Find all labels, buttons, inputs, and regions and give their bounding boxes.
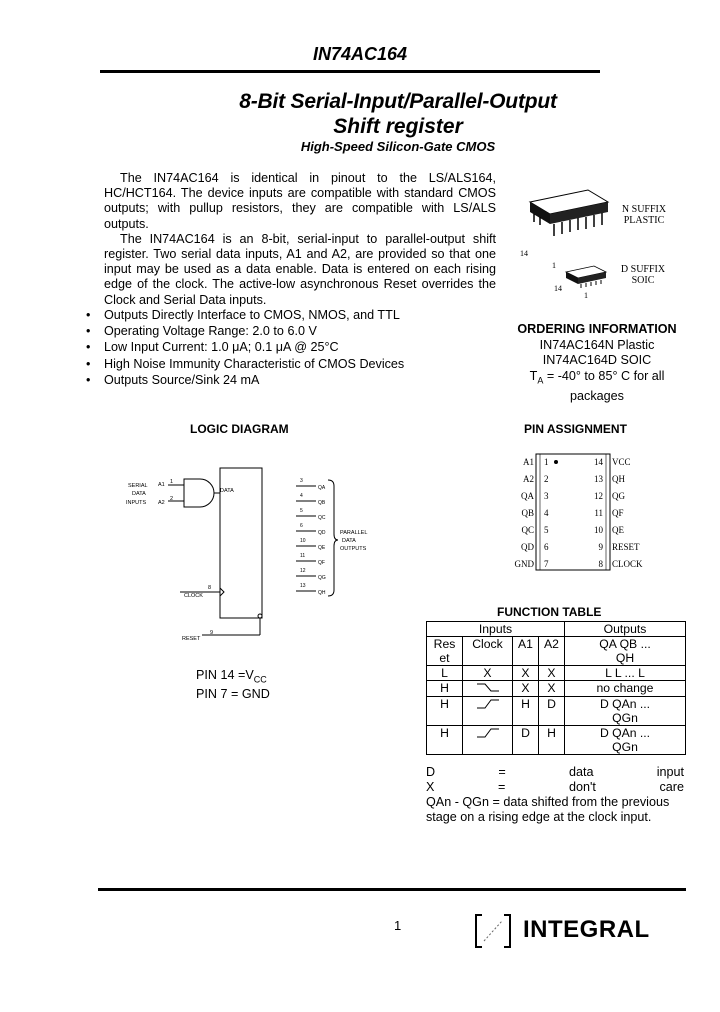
col-reset [427, 637, 463, 666]
cell-output-line1: D QAn ... [599, 726, 651, 740]
header-rule [100, 70, 600, 73]
pa-left-name-6: QD [521, 542, 534, 552]
pa-left-pin-2: 2 [544, 474, 549, 484]
integral-logo-icon [472, 909, 514, 951]
inputs-header: Inputs [427, 622, 565, 637]
col-outputs-line1: QA QB ... [599, 637, 651, 651]
page-number: 1 [394, 918, 402, 933]
pa-right-pin-11: 11 [594, 508, 603, 518]
table-row [427, 726, 686, 755]
clock-label: CLOCK [184, 593, 203, 599]
pa-right-pin-9: 9 [598, 542, 603, 552]
cell-reset: H [427, 726, 463, 755]
cell-clock: X [463, 666, 513, 681]
out-name-qb: QB [318, 500, 326, 506]
cell-a2: D [539, 697, 565, 726]
pa-right-pin-14: 14 [594, 457, 603, 467]
out-name-qe: QE [318, 545, 326, 551]
ordering-info [506, 322, 688, 404]
function-table [426, 621, 686, 755]
temp-prefix: T [529, 368, 538, 383]
ordering-heading: ORDERING INFORMATION [517, 322, 677, 336]
cell-a1: X [513, 681, 539, 697]
a1-label: A1 [158, 482, 165, 488]
out-name-qc: QC [318, 515, 326, 521]
cell-a2: X [539, 666, 565, 681]
legend-d-word1: data [568, 765, 594, 779]
pa-right-name-8: CLOCK [612, 559, 643, 569]
legend-d-word2: input [656, 765, 684, 779]
out-pin-qe: 10 [300, 538, 306, 544]
legend-d [426, 765, 684, 780]
temp-sub: A [537, 375, 544, 386]
pa-right-name-12: QG [612, 491, 625, 501]
col-clock: Clock [463, 637, 513, 666]
cell-output [565, 697, 686, 726]
pa-right-name-10: QE [612, 525, 624, 535]
soic-pin14-label: 14 [554, 284, 562, 293]
pa-left-pin-5: 5 [544, 525, 549, 535]
legend-x-word2: care [659, 780, 684, 794]
reset-label: RESET [182, 636, 201, 642]
logic-diagram-heading: LOGIC DIAGRAM [190, 422, 289, 436]
d-type-text: SOIC [631, 275, 655, 286]
reset-pin: 9 [210, 630, 214, 636]
legend-x-word1: don't [568, 780, 596, 794]
serial-label: SERIAL [128, 483, 148, 489]
cell-reset: H [427, 681, 463, 697]
cell-reset: H [427, 697, 463, 726]
table-row [427, 697, 686, 726]
function-table-heading: FUNCTION TABLE [497, 605, 602, 619]
feature-item: • Outputs Directly Interface to CMOS, NMOS, and TTL [86, 307, 486, 323]
a1-pin: 1 [170, 479, 174, 485]
ordering-line-4: packages [570, 388, 624, 403]
legend-x-eq: = [498, 780, 506, 794]
header-part-number: IN74AC164 [312, 44, 408, 64]
legend-d-eq: = [498, 765, 506, 779]
features-list [86, 307, 486, 388]
dip-pin14-label: 14 [520, 249, 528, 258]
vcc-sub: CC [253, 674, 267, 685]
pa-left-name-7: GND [514, 559, 534, 569]
description-paragraph-1: The IN74AC164 is identical in pinout to the LS/ALS164, HC/HCT164. The device inputs are compatible with standard CMOS outputs; with pullup resistors, they are compatible with LS/ALS outputs. [104, 171, 496, 231]
description-paragraph-2: The IN74AC164 is an 8-bit, serial-input to parallel-output shift register. Two serial data inputs, A1 and A2, are provided so that one input may be used as a data enable. Data is entered on each rising edge of the clock. The active-low asynchronous Reset overrides the Clock and Serial Data inputs. [104, 231, 496, 307]
pa-right-pin-12: 12 [594, 491, 603, 501]
out-pin-qb: 4 [300, 493, 303, 499]
out-pin-qf: 11 [300, 553, 306, 559]
cell-a1: H [513, 697, 539, 726]
subtitle: High-Speed Silicon-Gate CMOS [300, 139, 496, 154]
out-pin-qh: 13 [300, 583, 306, 589]
out-name-qd: QD [318, 530, 326, 536]
pin-note-gnd: PIN 7 = GND [196, 686, 270, 701]
pin-notes [196, 668, 270, 701]
pa-right-pin-10: 10 [594, 525, 603, 535]
table-row [427, 666, 686, 681]
cell-a1: X [513, 666, 539, 681]
legend-d-symbol: D [426, 765, 436, 779]
package-illustration [518, 180, 618, 300]
col-outputs-line2: QH [615, 651, 635, 665]
rising-edge-icon [473, 697, 503, 711]
cell-output: L L ... L [565, 666, 686, 681]
cell-a2: X [539, 681, 565, 697]
cell-output-line2: QGn [612, 711, 638, 725]
description [104, 171, 496, 308]
cell-output: no change [565, 681, 686, 697]
col-a1: A1 [513, 637, 539, 666]
feature-item: • High Noise Immunity Characteristic of CMOS Devices [86, 356, 486, 372]
cell-a1: D [513, 726, 539, 755]
pa-left-pin-6: 6 [544, 542, 549, 552]
feature-item: • Low Input Current: 1.0 μA; 0.1 μA @ 25°C [86, 339, 486, 355]
rising-edge-icon [473, 726, 503, 740]
pa-right-name-13: QH [612, 474, 625, 484]
legend-q-line-2: stage on a rising edge at the clock input. [426, 810, 652, 824]
n-suffix-label [618, 204, 670, 226]
pa-left-name-2: A2 [523, 474, 534, 484]
brand-name: INTEGRAL [523, 916, 650, 943]
legend-q-line-1: QAn - QGn = data shifted from the previous [426, 795, 670, 809]
out-name-qf: QF [318, 560, 325, 566]
cell-clock [463, 681, 513, 697]
dip-pin1-label: 1 [552, 261, 556, 270]
ordering-line-1: IN74AC164N Plastic [539, 337, 655, 352]
col-outputs [565, 637, 686, 666]
function-legend [426, 765, 684, 825]
legend-x-symbol: X [426, 780, 435, 794]
pa-right-name-11: QF [612, 508, 624, 518]
pa-right-name-14: VCC [612, 457, 631, 467]
cell-output-line1: D QAn ... [599, 697, 651, 711]
a2-label: A2 [158, 500, 165, 506]
d-suffix-label [616, 264, 670, 286]
title-line-2: Shift register [333, 115, 463, 138]
d-suffix-text: D SUFFIX [620, 264, 666, 275]
ordering-line-2: IN74AC164D SOIC [542, 353, 652, 368]
out-pin-qg: 12 [300, 568, 306, 574]
n-type-text: PLASTIC [623, 215, 665, 226]
vcc-prefix: PIN 14 =V [196, 668, 254, 682]
pin1-dot [554, 460, 558, 464]
out-name-qh: QH [318, 590, 326, 596]
cell-output-line2: QGn [612, 740, 638, 754]
cell-reset: L [427, 666, 463, 681]
feature-item: • Outputs Source/Sink 24 mA [86, 372, 486, 388]
parallel-label: PARALLEL [340, 530, 368, 536]
out-pin-qa: 3 [300, 478, 303, 484]
cell-clock [463, 697, 513, 726]
pa-left-name-3: QA [521, 491, 534, 501]
falling-edge-icon [473, 681, 503, 693]
out-pin-qd: 6 [300, 523, 303, 529]
pa-left-pin-4: 4 [544, 508, 549, 518]
data-label: DATA [132, 491, 146, 497]
out-pin-qc: 5 [300, 508, 303, 514]
col-a2: A2 [539, 637, 565, 666]
cell-output [565, 726, 686, 755]
legend-x [426, 780, 684, 795]
feature-item: • Operating Voltage Range: 2.0 to 6.0 V [86, 323, 486, 339]
outputs-label: OUTPUTS [340, 546, 367, 552]
logic-diagram [120, 462, 380, 652]
out-name-qg: QG [318, 575, 326, 581]
soic-pin1-label: 1 [584, 291, 588, 300]
gate-data-label: DATA [220, 488, 234, 494]
data-out-label: DATA [342, 538, 356, 544]
pa-right-name-9: RESET [612, 542, 640, 552]
outputs-header: Outputs [565, 622, 686, 637]
pa-left-name-5: QC [521, 525, 534, 535]
temp-text: = -40° to 85° C for all [543, 368, 665, 383]
pa-right-pin-13: 13 [594, 474, 603, 484]
cell-a2: H [539, 726, 565, 755]
out-name-qa: QA [318, 485, 326, 491]
ordering-temp [506, 369, 688, 389]
title-line-1: 8-Bit Serial-Input/Parallel-Output [239, 90, 557, 113]
pa-left-pin-3: 3 [544, 491, 549, 501]
pa-left-name-1: A1 [523, 457, 534, 467]
pa-left-name-4: QB [521, 508, 534, 518]
pin-assignment-diagram [506, 452, 666, 574]
col-reset-line2: et [439, 651, 450, 665]
pin-assignment-heading: PIN ASSIGNMENT [524, 422, 627, 436]
pin-note-vcc [196, 668, 270, 687]
cell-clock [463, 726, 513, 755]
footer-rule [98, 888, 686, 891]
a2-pin: 2 [170, 496, 174, 502]
n-suffix-text: N SUFFIX [621, 204, 667, 215]
table-row [427, 681, 686, 697]
pa-left-pin-7: 7 [544, 559, 549, 569]
pa-left-pin-1: 1 [544, 457, 549, 467]
inputs-label: INPUTS [126, 500, 147, 506]
col-reset-line1: Res [433, 637, 456, 651]
clock-pin: 8 [208, 585, 212, 591]
pa-right-pin-8: 8 [598, 559, 603, 569]
